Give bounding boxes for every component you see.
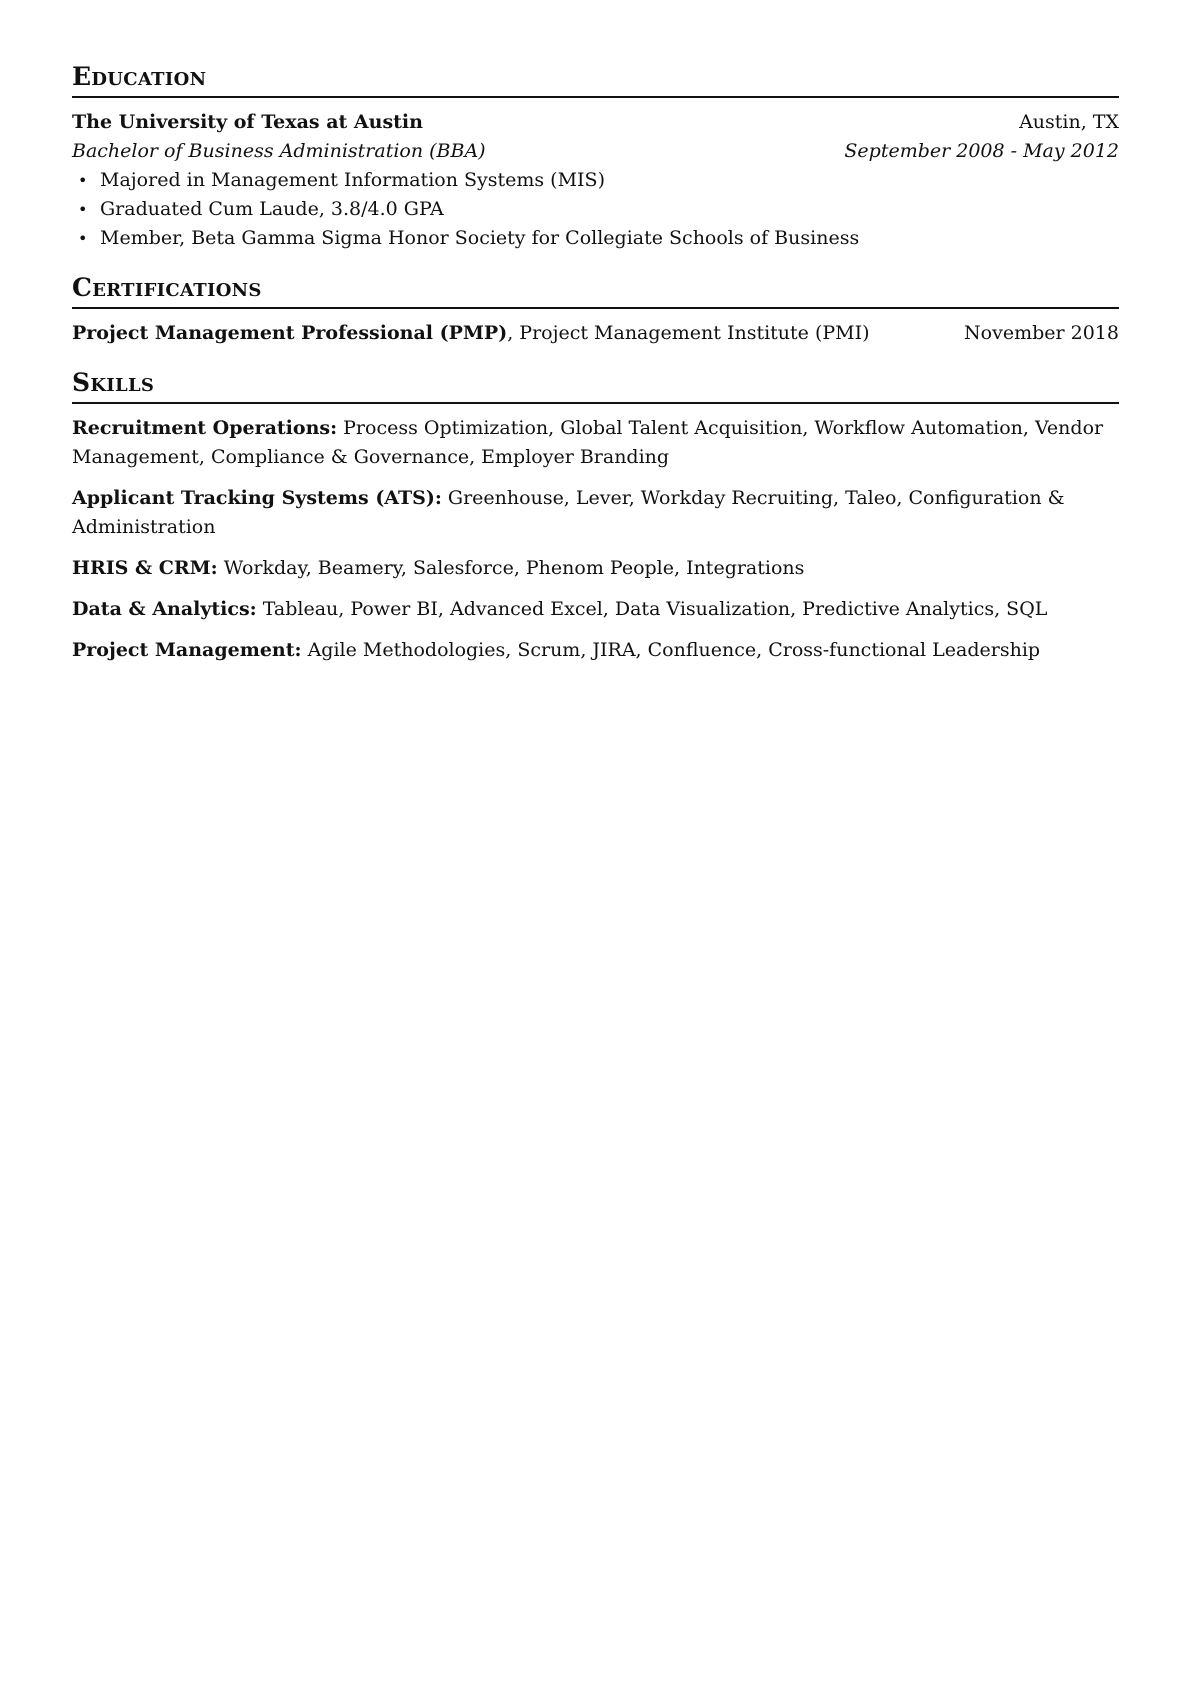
- skills-section: [72, 368, 1119, 665]
- education-bullet-list: [72, 166, 1119, 253]
- skill-item: [72, 554, 1119, 583]
- certifications-section: [72, 273, 1119, 348]
- resume-page: [72, 62, 1119, 685]
- certifications-heading: Certifications: [72, 273, 1119, 309]
- skill-value: Tableau, Power BI, Advanced Excel, Data Visualization, Predictive Analytics, SQL: [256, 598, 1048, 620]
- skill-item: [72, 414, 1119, 472]
- list-item: • Member, Beta Gamma Sigma Honor Society for Collegiate Schools of Business: [72, 224, 1119, 253]
- list-item: • Graduated Cum Laude, 3.8/4.0 GPA: [72, 195, 1119, 224]
- skill-item: [72, 484, 1119, 542]
- institution-location: Austin, TX: [1019, 111, 1119, 133]
- skill-value: Greenhouse, Lever, Workday Recruiting, Taleo, Configuration & Administration: [72, 487, 1065, 538]
- skill-item: [72, 636, 1119, 665]
- certification-name: Project Management Professional (PMP): [72, 322, 508, 344]
- education-institution-row: [72, 108, 1119, 137]
- list-item: • Majored in Management Information Systems (MIS): [72, 166, 1119, 195]
- certification-row: [72, 319, 1119, 348]
- skills-heading: Skills: [72, 368, 1119, 404]
- skill-item: [72, 595, 1119, 624]
- education-heading: Education: [72, 62, 1119, 98]
- skill-label: HRIS & CRM:: [72, 557, 218, 579]
- skill-value: Agile Methodologies, Scrum, JIRA, Confluence, Cross-functional Leadership: [301, 639, 1041, 661]
- education-section: [72, 62, 1119, 253]
- certification-issuer: , Project Management Institute (PMI): [507, 322, 870, 344]
- degree-dates: September 2008 - May 2012: [844, 140, 1119, 162]
- skill-label: Project Management:: [72, 639, 302, 661]
- education-degree-row: [72, 137, 1119, 166]
- skill-label: Recruitment Operations:: [72, 417, 338, 439]
- institution-name: The University of Texas at Austin: [72, 111, 423, 133]
- skill-label: Applicant Tracking Systems (ATS):: [72, 487, 442, 509]
- certification-date: November 2018: [964, 322, 1119, 344]
- skill-value: Process Optimization, Global Talent Acquisition, Workflow Automation, Vendor Management, Compliance & Governance, Employer Branding: [72, 417, 1104, 468]
- certification-entry: [72, 319, 870, 348]
- skill-label: Data & Analytics:: [72, 598, 257, 620]
- degree-name: Bachelor of Business Administration (BBA): [72, 140, 486, 162]
- skill-value: Workday, Beamery, Salesforce, Phenom People, Integrations: [217, 557, 805, 579]
